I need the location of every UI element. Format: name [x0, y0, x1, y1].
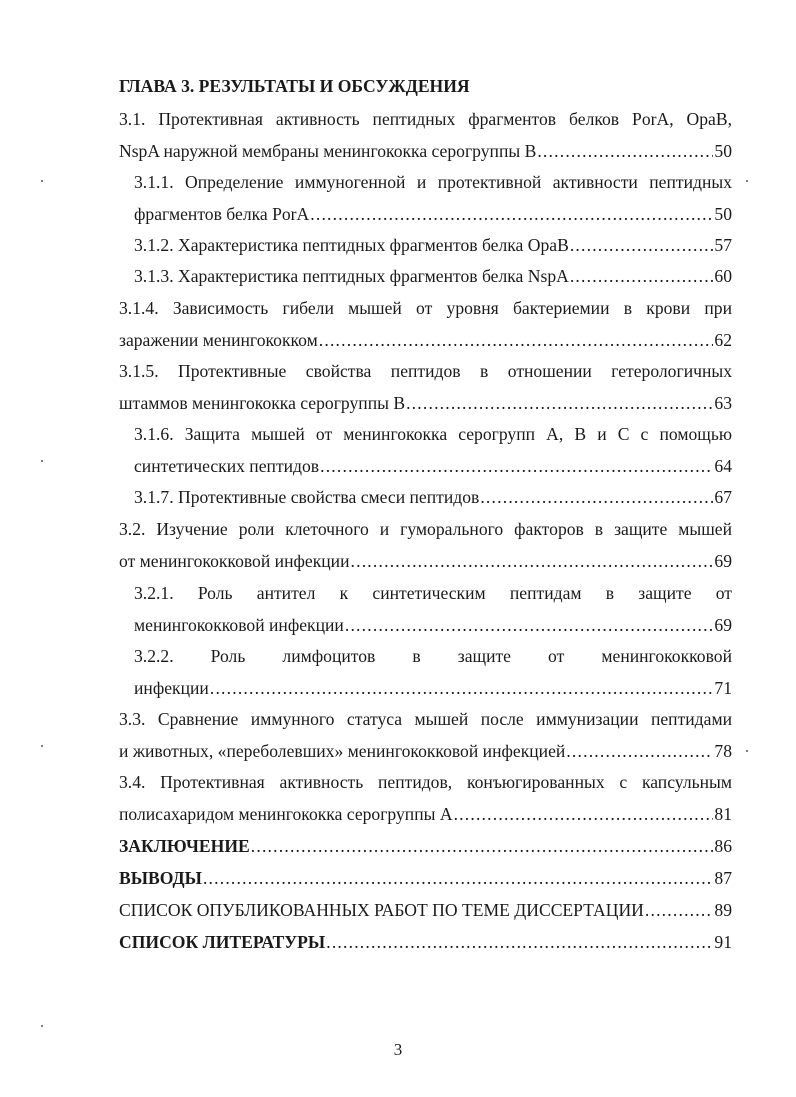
toc-entry-3-1-5[interactable]	[119, 355, 732, 419]
toc-leader-line: полисахаридом менингококка серогруппы А ..... 81	[119, 798, 732, 830]
toc-leader-line: NspA наружной мембраны менингококка серогруппы В ..... 50	[119, 135, 732, 167]
page-ref: 60	[714, 266, 732, 286]
dot-leader	[645, 894, 714, 926]
toc-entry-text: 3.1.6. Защита мышей от менингококка серогрупп А, В и С с помощью	[134, 424, 732, 444]
scan-speck	[746, 750, 748, 752]
toc-leader-line: штаммов менингококка серогруппы В ..... 63	[119, 387, 732, 419]
toc-leader-line: инфекции ..... 71	[134, 672, 732, 704]
dot-leader	[570, 229, 714, 261]
chapter-title-text: ГЛАВА 3. РЕЗУЛЬТАТЫ И ОБСУЖДЕНИЯ	[119, 76, 470, 96]
toc-entry-3-2-2[interactable]	[134, 640, 732, 704]
toc-entry-text: 3.2.1. Роль антител к синтетическим пептидам в защите от	[134, 583, 732, 603]
toc-leader-line: менингококковой инфекции ..... 69	[134, 609, 732, 641]
toc-entry-references[interactable]	[119, 926, 732, 958]
toc-entry-publications[interactable]	[119, 894, 732, 926]
toc-leader-line: и животных, «переболевших» менингококковой инфекцией ..... 78	[119, 735, 732, 767]
toc-entry-3-1-1[interactable]	[134, 166, 732, 230]
toc-entry-text: 3.2. Изучение роли клеточного и гуморального факторов в защите мышей	[119, 519, 732, 539]
toc-leader-line: СПИСОК ОПУБЛИКОВАННЫХ РАБОТ ПО ТЕМЕ ДИССЕРТАЦИИ ..... 89	[119, 894, 732, 926]
toc-leader-line: 3.1.3. Характеристика пептидных фрагментов белка NspA ..... 60	[134, 260, 732, 292]
page-ref: 69	[714, 551, 732, 571]
toc-entry-text: 3.2.2. Роль лимфоцитов в защите от менингококковой	[134, 646, 732, 666]
dot-leader	[351, 545, 714, 577]
toc-leader-line: ЗАКЛЮЧЕНИЕ ..... 86	[119, 830, 732, 862]
dot-leader	[251, 830, 714, 862]
page-ref: 50	[714, 141, 732, 161]
toc-leader-line: заражении менингококком ..... 62	[119, 324, 732, 356]
toc-entry-3-2-1[interactable]	[134, 577, 732, 641]
dot-leader	[537, 135, 713, 167]
page-ref: 89	[714, 900, 732, 920]
toc-entry-3-1-6[interactable]	[134, 418, 732, 482]
dot-leader	[480, 481, 713, 513]
scan-speck	[41, 745, 43, 747]
dot-leader	[566, 735, 713, 767]
scan-speck	[41, 460, 43, 462]
toc-entry-conclusion[interactable]	[119, 830, 732, 862]
toc-leader-line: СПИСОК ЛИТЕРАТУРЫ ..... 91	[119, 926, 732, 958]
toc-entry-text: 3.1. Протективная активность пептидных фрагментов белков PorA, OpaB,	[119, 109, 732, 129]
toc-entry-3-4[interactable]	[119, 766, 732, 830]
page-ref: 86	[714, 836, 732, 856]
page-ref: 71	[714, 678, 732, 698]
toc-entry-text: 3.1.5. Протективные свойства пептидов в отношении гетерологичных	[119, 361, 732, 381]
dot-leader	[406, 387, 713, 419]
dot-leader	[203, 862, 713, 894]
toc-leader-line: фрагментов белка PorA ..... 50	[134, 198, 732, 230]
dot-leader	[326, 926, 713, 958]
scan-speck	[746, 180, 748, 182]
toc-leader-line: синтетических пептидов ..... 64	[134, 450, 732, 482]
page-ref: 63	[714, 393, 732, 413]
page-ref: 81	[714, 804, 732, 824]
dot-leader	[454, 798, 714, 830]
dot-leader	[319, 324, 714, 356]
toc-leader-line: от менингококковой инфекции ..... 69	[119, 545, 732, 577]
toc-entry-text: 3.3. Сравнение иммунного статуса мышей после иммунизации пептидами	[119, 709, 732, 729]
toc-leader-line: 3.1.2. Характеристика пептидных фрагментов белка OpaB ..... 57	[134, 229, 732, 261]
toc-entry-text: 3.4. Протективная активность пептидов, конъюгированных с капсульным	[119, 772, 732, 792]
page-ref: 69	[714, 615, 732, 635]
scan-speck	[41, 1025, 43, 1027]
dot-leader	[310, 198, 713, 230]
page-ref: 91	[714, 932, 732, 952]
toc-entry-text: 3.1.4. Зависимость гибели мышей от уровня бактериемии в крови при	[119, 298, 732, 318]
scan-speck	[41, 180, 43, 182]
page-number: 3	[393, 1040, 403, 1059]
page-ref: 67	[714, 487, 732, 507]
dot-leader	[320, 450, 713, 482]
toc-entry-text: 3.1.1. Определение иммуногенной и протективной активности пептидных	[134, 172, 732, 192]
page-ref: 87	[714, 868, 732, 888]
dot-leader	[570, 260, 714, 292]
page-ref: 50	[714, 204, 732, 224]
chapter-title	[119, 70, 732, 102]
dot-leader	[345, 609, 714, 641]
toc-leader-line: 3.1.7. Протективные свойства смеси пептидов ..... 67	[134, 481, 732, 513]
dot-leader	[210, 672, 714, 704]
page-ref: 64	[714, 456, 732, 476]
toc-entry-3-1-2[interactable]	[134, 229, 732, 261]
page-ref: 57	[714, 235, 732, 255]
toc-entry-3-1[interactable]	[119, 103, 732, 167]
toc-entry-3-3[interactable]	[119, 703, 732, 767]
toc-entry-3-2[interactable]	[119, 513, 732, 577]
toc-entry-findings[interactable]	[119, 862, 732, 894]
toc-entry-3-1-7[interactable]	[134, 481, 732, 513]
toc-entry-3-1-3[interactable]	[134, 260, 732, 292]
toc-leader-line: ВЫВОДЫ ..... 87	[119, 862, 732, 894]
page-ref: 62	[714, 330, 732, 350]
page-ref: 78	[714, 741, 732, 761]
toc-entry-3-1-4[interactable]	[119, 292, 732, 356]
